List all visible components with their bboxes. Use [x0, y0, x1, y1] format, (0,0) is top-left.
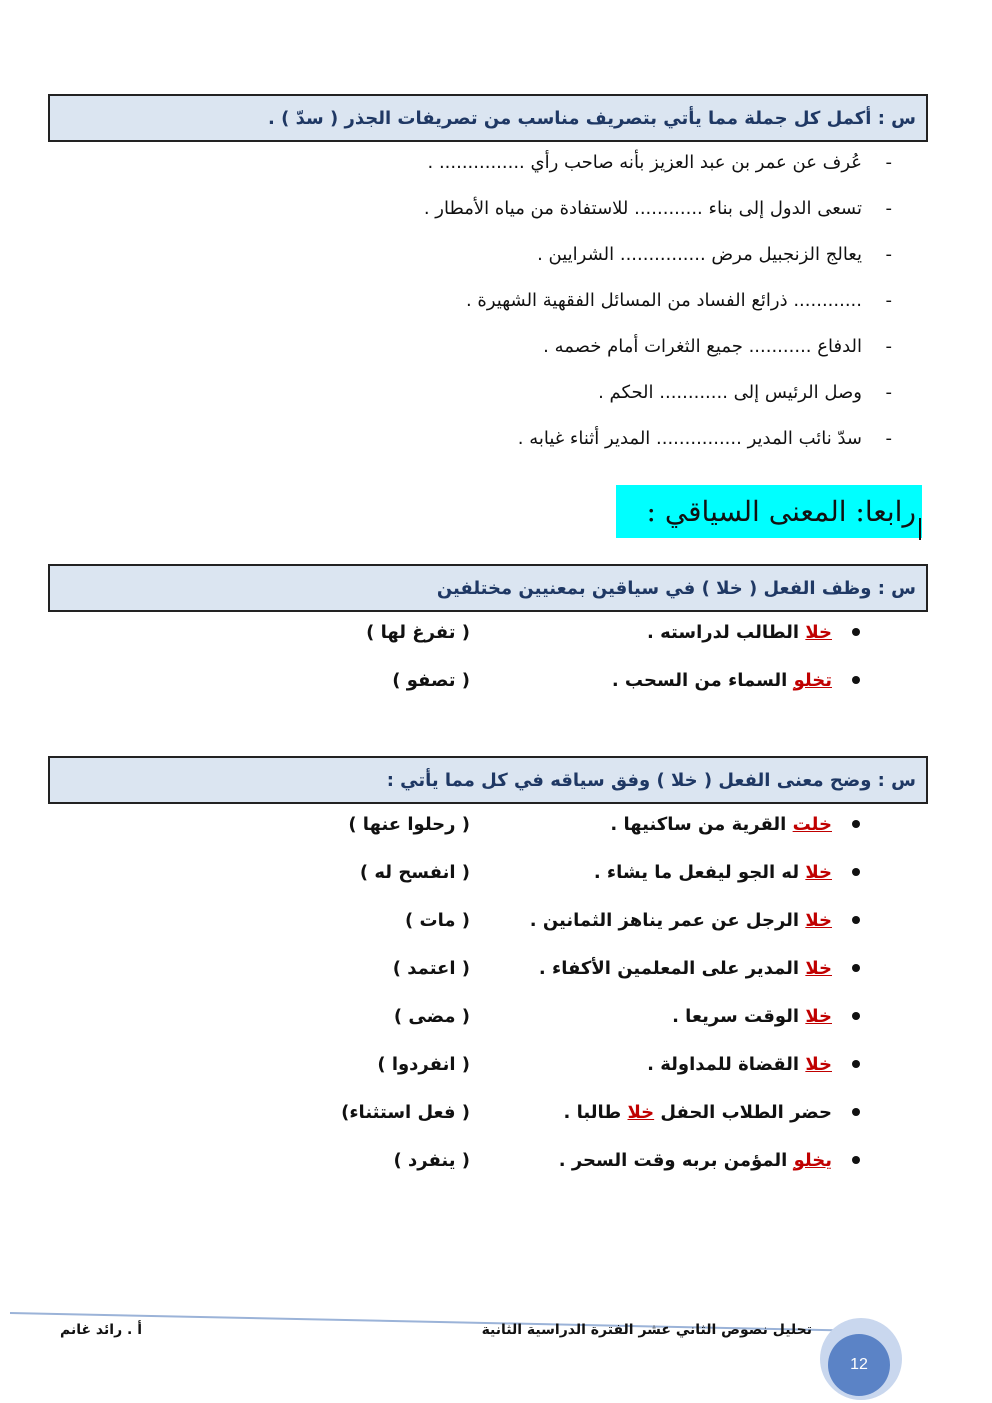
sentence-rest: المؤمن بربه وقت السحر .: [558, 1149, 794, 1171]
target-verb: خلا: [805, 957, 832, 979]
question-3-box: [48, 756, 928, 804]
bullet-dot: [852, 964, 860, 972]
meaning: ( تصفو ): [392, 669, 470, 691]
target-verb: خلا: [805, 861, 832, 883]
sentence: [610, 814, 832, 835]
section-4-heading: رابعا: المعنى السياقي :: [616, 485, 922, 538]
bullet-row: [140, 992, 860, 1040]
bullet-row: [140, 800, 860, 848]
bullet-row: [140, 848, 860, 896]
target-verb: خلا: [805, 1005, 832, 1027]
heading-mark: [919, 518, 921, 540]
meaning: ( مضى ): [393, 1005, 470, 1027]
bullet-row: [140, 1040, 860, 1088]
sentence: [612, 670, 832, 691]
question-2-title: س : وظف الفعل ( خلا ) في سياقين بمعنيين مختلفين: [436, 577, 916, 599]
bullet-row: [140, 1136, 860, 1184]
meaning: ( انفسح له ): [359, 861, 470, 883]
bullet-row: [140, 656, 860, 704]
meaning: ( تفرغ لها ): [366, 621, 470, 643]
sentence-rest: الوقت سريعا .: [672, 1005, 806, 1027]
meaning: ( مات ): [405, 909, 470, 931]
meaning: ( انفردوا ): [377, 1053, 470, 1075]
bullet-dot: [852, 1156, 860, 1164]
bullet-dot: [852, 628, 860, 636]
sentence-rest: الرجل عن عمر يناهز الثمانين .: [529, 909, 806, 931]
meaning: ( رحلوا عنها ): [348, 813, 470, 835]
bullet-dot: [852, 916, 860, 924]
sentence: [647, 1054, 832, 1075]
list-item: - ............ ذرائع الفساد من المسائل الفقهية الشهيرة .: [424, 278, 892, 324]
bullet-dot: [852, 820, 860, 828]
target-verb: خلا: [805, 621, 832, 643]
target-verb: يخلو: [793, 1149, 832, 1171]
footer-title: تحليل نصوص الثاني عشر الفترة الدراسية الثانية: [481, 1322, 812, 1338]
sentence: [647, 622, 832, 643]
meaning: ( فعل استثناء): [341, 1101, 470, 1123]
sentence: [539, 958, 832, 979]
question-1-box: [48, 94, 928, 142]
sentence: [559, 1150, 832, 1171]
bullet-row: [140, 1088, 860, 1136]
list-item: - تسعى الدول إلى بناء ............ للاستفادة من مياه الأمطار .: [424, 186, 892, 232]
bullet-dot: [852, 676, 860, 684]
list-item: - وصل الرئيس إلى ............ الحكم .: [424, 370, 892, 416]
bullet-dot: [852, 1012, 860, 1020]
bullet-dot: [852, 1060, 860, 1068]
target-verb: خلا: [805, 909, 832, 931]
bullet-dot: [852, 1108, 860, 1116]
meaning: ( ينفرد ): [393, 1149, 470, 1171]
list-item: - عُرف عن عمر بن عبد العزيز بأنه صاحب رأي ............... .: [424, 140, 892, 186]
sentence-pre: حضر الطلاب الحفل: [654, 1101, 832, 1123]
list-item: - يعالج الزنجبيل مرض ............... الشرايين .: [424, 232, 892, 278]
sentence: [594, 862, 832, 883]
question-1-title: س : أكمل كل جملة مما يأتي بتصريف مناسب من تصريفات الجذر ( سدّ ) .: [268, 107, 916, 129]
target-verb: خلا: [627, 1101, 655, 1123]
sentence-rest: الطالب لدراسته .: [647, 621, 806, 643]
bullet-row: [140, 944, 860, 992]
sentence-rest: المدير على المعلمين الأكفاء .: [538, 957, 806, 979]
sentence: [564, 1102, 832, 1123]
target-verb: تخلو: [793, 669, 832, 691]
bullet-dot: [852, 868, 860, 876]
sentence-rest: القرية من ساكنيها .: [610, 813, 793, 835]
sentence-rest: السماء من السحب .: [611, 669, 794, 691]
target-verb: خلت: [792, 813, 832, 835]
sentence-rest: طالبا .: [563, 1101, 628, 1123]
list-item: - الدفاع ........... جميع الثغرات أمام خصمه .: [424, 324, 892, 370]
question-1-list: [424, 140, 892, 462]
footer-author: أ . رائد غانم: [60, 1322, 142, 1338]
bullet-row: [140, 896, 860, 944]
target-verb: خلا: [805, 1053, 832, 1075]
bullet-row: [140, 608, 860, 656]
question-3-title: س : وضح معنى الفعل ( خلا ) وفق سياقه في كل مما يأتي :: [386, 769, 916, 791]
sentence: [672, 1006, 832, 1027]
meaning: ( اعتمد ): [392, 957, 470, 979]
page-number: 12: [828, 1334, 890, 1396]
sentence-rest: القضاة للمداولة .: [647, 1053, 806, 1075]
sentence: [530, 910, 832, 931]
list-item: - سدّ نائب المدير ............... المدير أثناء غيابه .: [424, 416, 892, 462]
sentence-rest: له الجو ليفعل ما يشاء .: [593, 861, 806, 883]
question-2-box: [48, 564, 928, 612]
